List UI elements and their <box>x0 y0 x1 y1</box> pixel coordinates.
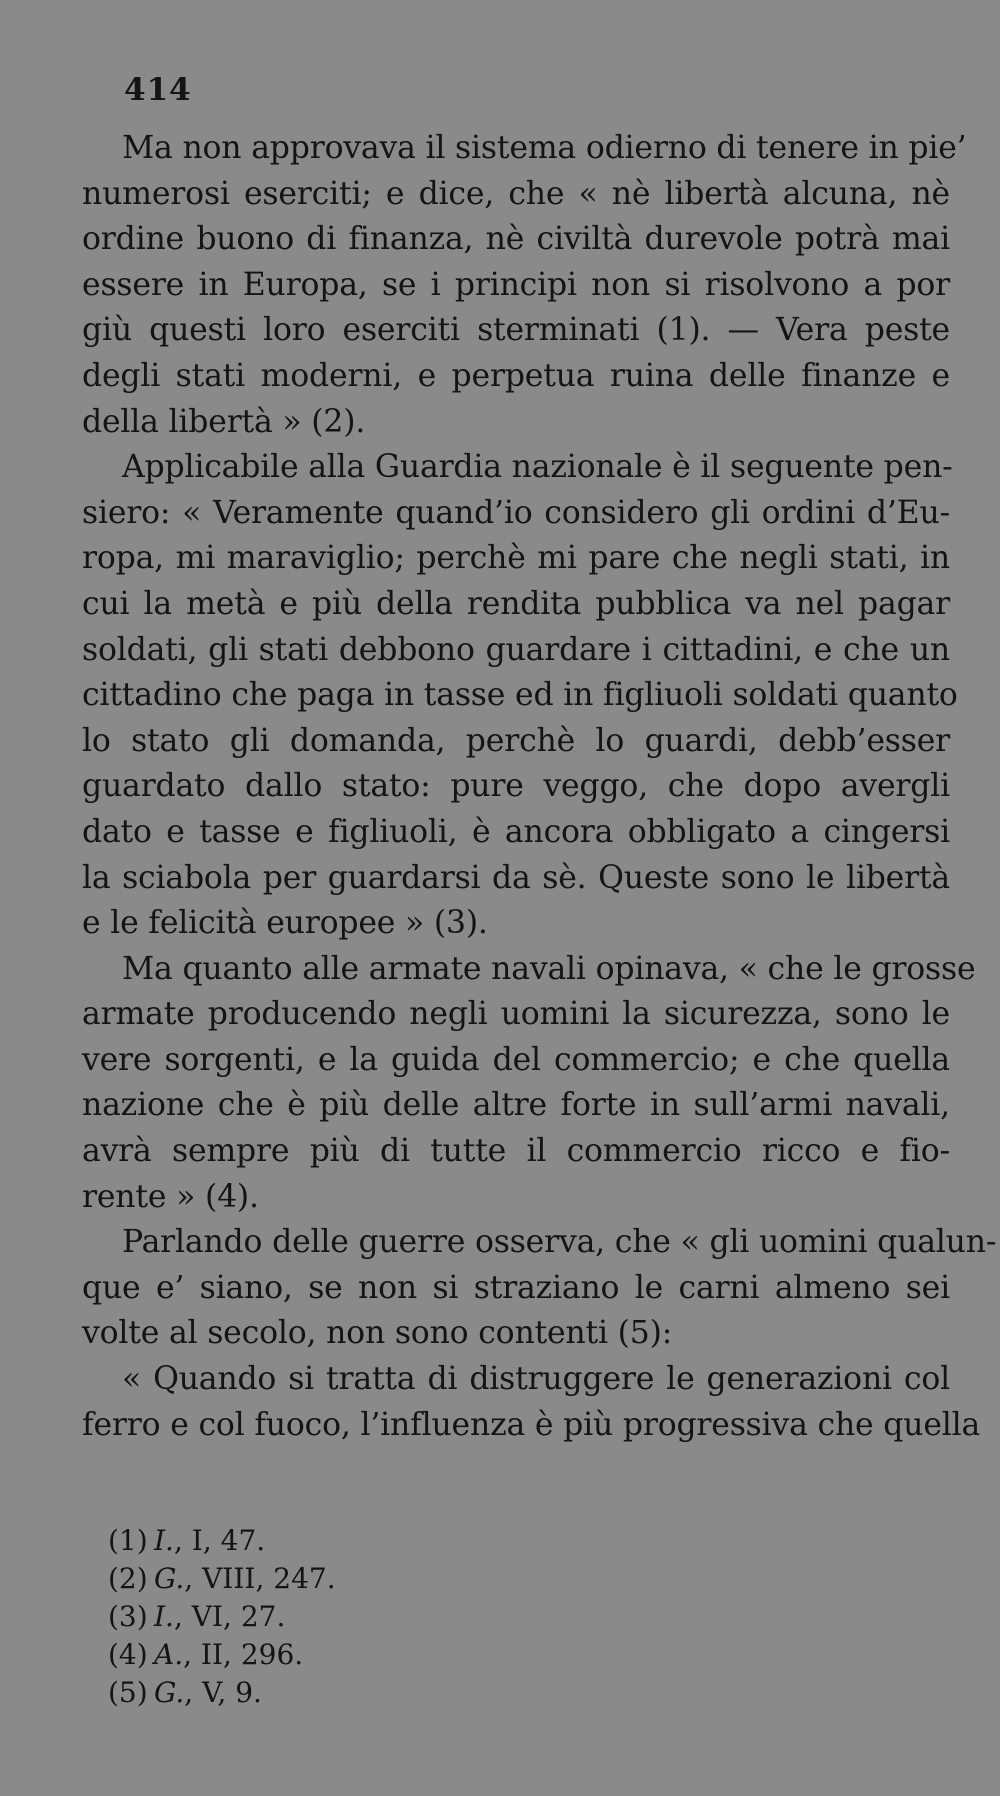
footnote-number: (1) <box>108 1524 148 1557</box>
text-line: guardato dallo stato: pure veggo, che dopo avergli <box>82 768 950 805</box>
text-line: ordine buono di finanza, nè civiltà durevole potrà mai <box>82 221 950 258</box>
text-line: giù questi loro eserciti sterminati (1). — Vera peste <box>82 312 950 349</box>
footnote-reference: , V, 9. <box>184 1676 262 1709</box>
text-line: vere sorgenti, e la guida del commercio; e che quella <box>82 1041 950 1078</box>
footnote-number: (2) <box>108 1562 148 1595</box>
text-line: essere in Europa, se i principi non si risolvono a por <box>82 266 950 303</box>
footnote-source: A. <box>154 1638 184 1671</box>
text-line: Applicabile alla Guardia nazionale è il seguente pen- <box>122 449 953 486</box>
footnote-reference: , II, 296. <box>183 1638 304 1671</box>
text-line: numerosi eserciti; e dice, che « nè libertà alcuna, nè <box>82 175 950 212</box>
footnotes <box>108 1522 508 1712</box>
footnote-number: (5) <box>108 1676 148 1709</box>
text-line: que e’ siano, se non si straziano le carni almeno sei <box>82 1269 950 1306</box>
text-line: e le felicità europee » (3). <box>82 905 488 942</box>
footnote-source: G. <box>154 1562 185 1595</box>
text-line: siero: « Veramente quand’io considero gli ordini d’Eu- <box>82 494 950 531</box>
footnote <box>108 1522 508 1560</box>
footnote-source: I. <box>154 1600 174 1633</box>
footnote-reference: , VI, 27. <box>173 1600 286 1633</box>
text-line: avrà sempre più di tutte il commercio ricco e fio- <box>82 1133 950 1170</box>
text-line: Ma quanto alle armate navali opinava, « che le grosse <box>122 950 976 987</box>
footnote-number: (4) <box>108 1638 148 1671</box>
text-line: della libertà » (2). <box>82 403 366 440</box>
text-line: ferro e col fuoco, l’influenza è più progressiva che quella <box>82 1406 981 1443</box>
text-line: volte al secolo, non sono contenti (5): <box>82 1315 673 1352</box>
text-line: dato e tasse e figliuoli, è ancora obbligato a cingersi <box>82 813 950 850</box>
footnote-reference: , I, 47. <box>173 1524 266 1557</box>
text-line: degli stati moderni, e perpetua ruina delle finanze e <box>82 357 950 394</box>
body-text <box>82 126 997 1448</box>
text-line: Ma non approvava il sistema odierno di tenere in pie’ <box>122 130 967 166</box>
footnote <box>108 1636 508 1674</box>
text-line: Parlando delle guerre osserva, che « gli uomini qualun- <box>122 1224 997 1261</box>
footnote <box>108 1674 508 1712</box>
text-line: nazione che è più delle altre forte in sull’armi navali, <box>82 1087 950 1124</box>
page-number: 414 <box>124 72 192 108</box>
footnote-source: G. <box>154 1676 185 1709</box>
text-line: cittadino che paga in tasse ed in figliuoli soldati quanto <box>82 677 958 714</box>
text-line: cui la metà e più della rendita pubblica va nel pagar <box>82 585 950 622</box>
text-line: « Quando si tratta di distruggere le generazioni col <box>122 1361 950 1398</box>
text-line: soldati, gli stati debbono guardare i cittadini, e che un <box>82 631 950 668</box>
footnote-source: I. <box>154 1524 174 1557</box>
text-line: ropa, mi maraviglio; perchè mi pare che negli stati, in <box>82 540 950 577</box>
footnote-reference: , VIII, 247. <box>184 1562 336 1595</box>
footnote <box>108 1560 508 1598</box>
text-line: rente » (4). <box>82 1178 259 1215</box>
text-line: la sciabola per guardarsi da sè. Queste sono le libertà <box>82 859 950 896</box>
text-line: armate producendo negli uomini la sicurezza, sono le <box>82 996 950 1033</box>
footnote <box>108 1598 508 1636</box>
text-line: lo stato gli domanda, perchè lo guardi, debb’esser <box>82 722 950 759</box>
footnote-number: (3) <box>108 1600 148 1633</box>
